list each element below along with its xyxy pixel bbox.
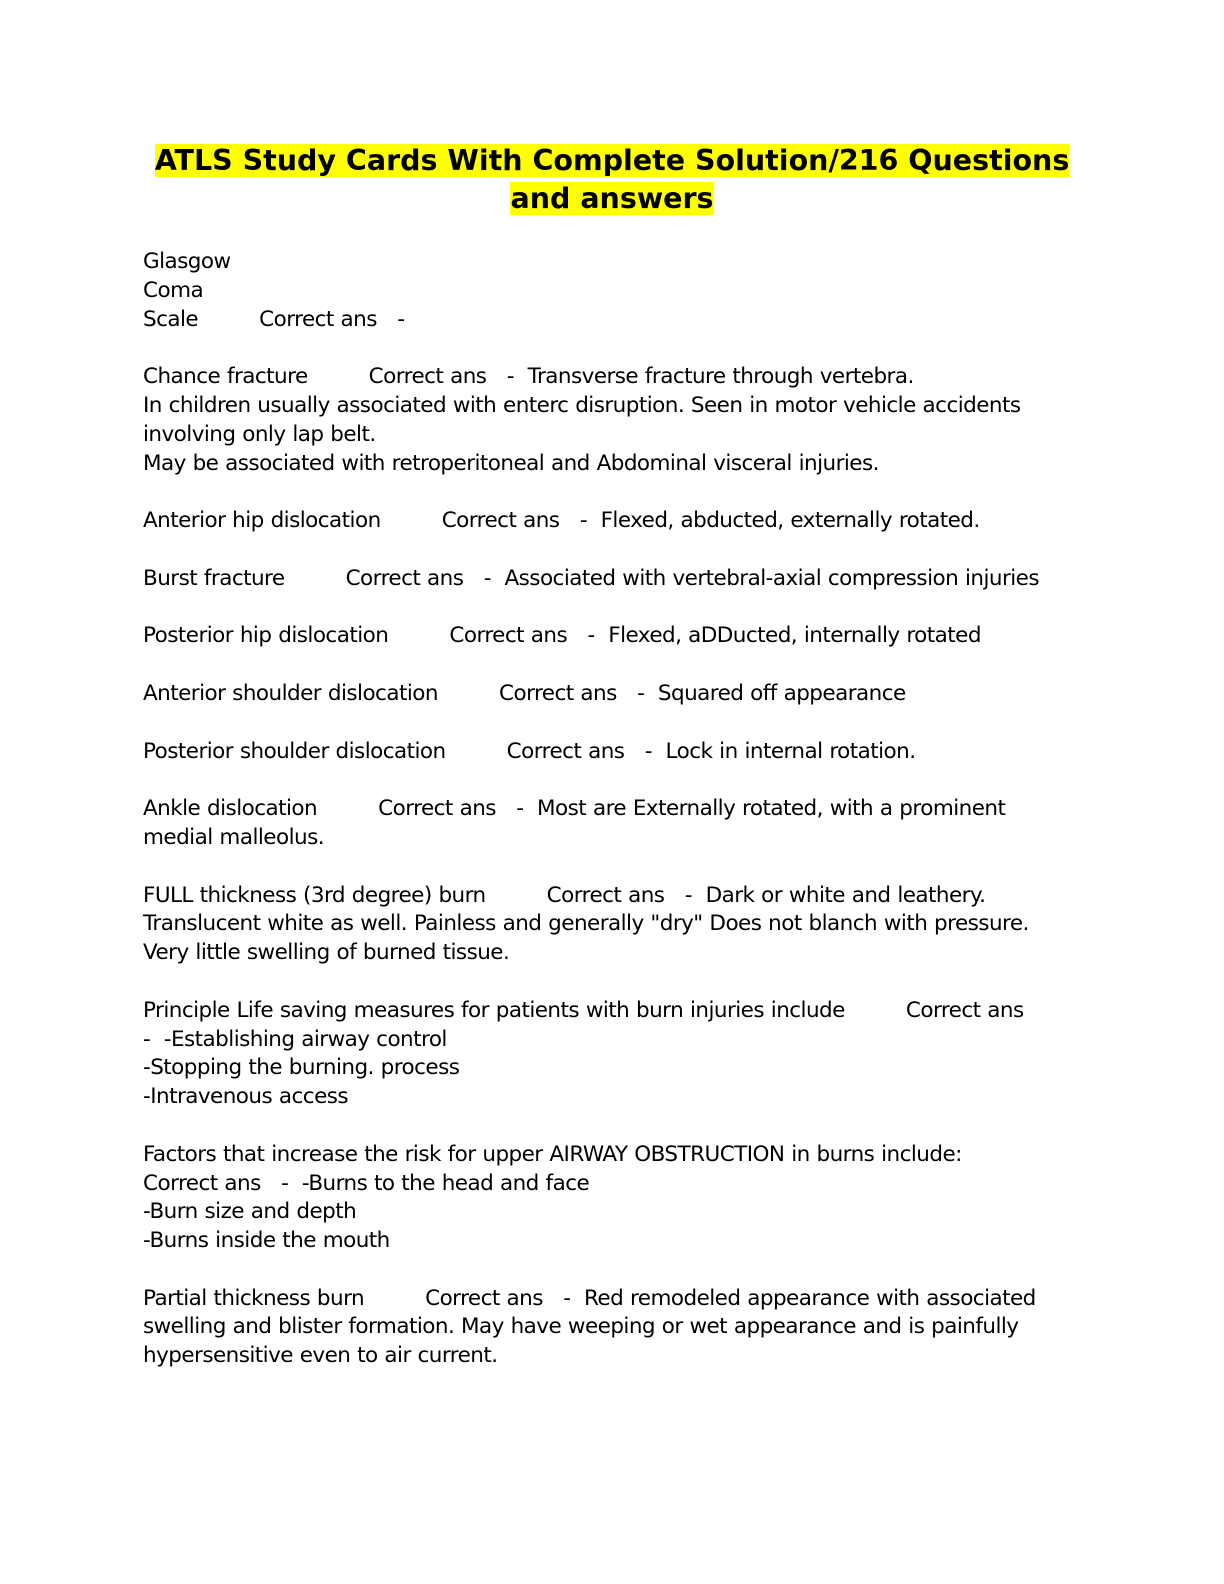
qa-entry-line: In children usually associated with enterc disruption. Seen in motor vehicle accidents	[143, 392, 1021, 418]
qa-entry	[143, 738, 1083, 767]
qa-entry-line: Anterior shoulder dislocation Correct ans - Squared off appearance	[143, 680, 906, 706]
qa-entry-line: Scale Correct ans -	[143, 306, 405, 332]
qa-entry-line: medial malleolus.	[143, 824, 325, 850]
qa-entry-line: involving only lap belt.	[143, 421, 376, 447]
qa-entry	[143, 507, 1083, 536]
qa-entry-line: Posterior hip dislocation Correct ans - Flexed, aDDucted, internally rotated	[143, 623, 981, 649]
qa-entry-line: Chance fracture Correct ans - Transverse fracture through vertebra.	[143, 364, 914, 390]
qa-entry-line: Partial thickness burn Correct ans - Red remodeled appearance with associated	[143, 1285, 1036, 1311]
qa-entry-line: Principle Life saving measures for patients with burn injuries include Correct ans	[143, 997, 1024, 1023]
qa-entry-line: Coma	[143, 277, 204, 303]
page-title	[110, 142, 1114, 218]
qa-entry	[143, 1285, 1083, 1371]
qa-entry	[143, 248, 1083, 334]
qa-entry-line: FULL thickness (3rd degree) burn Correct ans - Dark or white and leathery.	[143, 882, 986, 908]
qa-entry-line: -Intravenous access	[143, 1084, 349, 1110]
qa-entry	[143, 363, 1083, 478]
qa-entry-line: swelling and blister formation. May have weeping or wet appearance and is painfully	[143, 1314, 1019, 1340]
qa-entry-line: -Burn size and depth	[143, 1199, 357, 1225]
qa-entry-line: Factors that increase the risk for upper AIRWAY OBSTRUCTION in burns include:	[143, 1141, 962, 1167]
qa-entry-line: Posterior shoulder dislocation Correct ans - Lock in internal rotation.	[143, 738, 916, 764]
qa-list	[143, 248, 1083, 1400]
title-line-1: ATLS Study Cards With Complete Solution/216 Questions	[154, 144, 1070, 177]
qa-entry-line: May be associated with retroperitoneal and Abdominal visceral injuries.	[143, 450, 879, 476]
qa-entry	[143, 622, 1083, 651]
qa-entry	[143, 1141, 1083, 1256]
qa-entry-line: - -Establishing airway control	[143, 1026, 447, 1052]
qa-entry	[143, 565, 1083, 594]
qa-entry	[143, 795, 1083, 853]
qa-entry-line: Very little swelling of burned tissue.	[143, 940, 510, 966]
qa-entry-line: Anterior hip dislocation Correct ans - Flexed, abducted, externally rotated.	[143, 508, 980, 534]
qa-entry	[143, 680, 1083, 709]
title-line-2: and answers	[510, 182, 714, 215]
qa-entry-line: -Stopping the burning. process	[143, 1055, 460, 1081]
qa-entry	[143, 882, 1083, 968]
qa-entry-line: Ankle dislocation Correct ans - Most are Externally rotated, with a prominent	[143, 796, 1006, 822]
qa-entry-line: Correct ans - -Burns to the head and face	[143, 1170, 590, 1196]
qa-entry-line: Glasgow	[143, 249, 231, 274]
qa-entry-line: Burst fracture Correct ans - Associated with vertebral-axial compression injuries	[143, 565, 1039, 591]
qa-entry	[143, 997, 1083, 1112]
qa-entry-line: Translucent white as well. Painless and generally "dry" Does not blanch with pressure.	[143, 911, 1029, 937]
qa-entry-line: hypersensitive even to air current.	[143, 1343, 498, 1369]
qa-entry-line: -Burns inside the mouth	[143, 1228, 390, 1254]
